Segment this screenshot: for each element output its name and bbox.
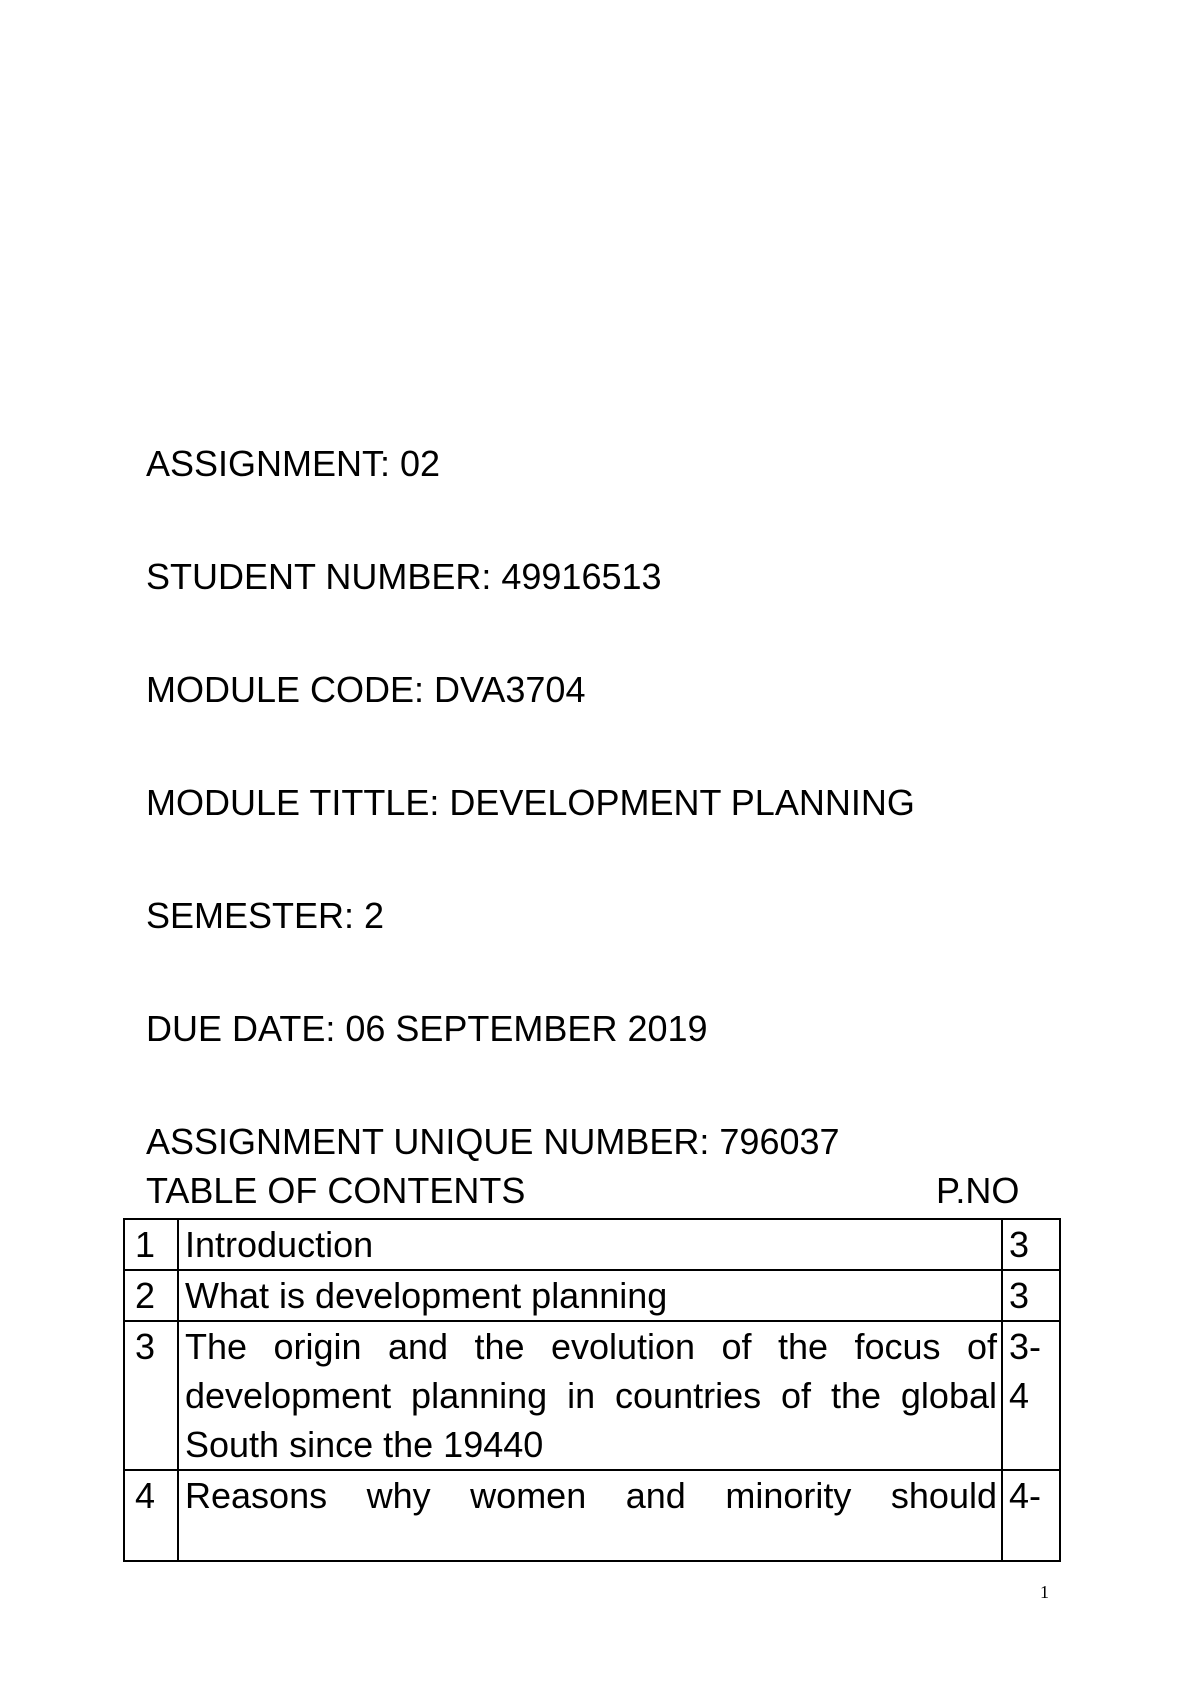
table-of-contents: [123, 1218, 1061, 1562]
assignment-line: ASSIGNMENT: 02: [146, 443, 441, 484]
table-row: [124, 1270, 1060, 1321]
toc-row-title: Reasons why women and minority should: [178, 1470, 1002, 1561]
toc-row-number: 1: [124, 1219, 178, 1270]
toc-row-page: 3: [1002, 1270, 1060, 1321]
toc-row-title: The origin and the evolution of the focus of development planning in countries of the global South since the 19440: [178, 1321, 1002, 1470]
table-row: [124, 1470, 1060, 1561]
table-row: [124, 1219, 1060, 1270]
module-title-line: MODULE TITTLE: DEVELOPMENT PLANNING: [146, 782, 915, 823]
toc-row-number: 4: [124, 1470, 178, 1561]
toc-row-title: What is development planning: [178, 1270, 1002, 1321]
due-date-line: DUE DATE: 06 SEPTEMBER 2019: [146, 1008, 708, 1049]
toc-row-page: 3-4: [1002, 1321, 1060, 1470]
toc-row-number: 2: [124, 1270, 178, 1321]
toc-row-page: 4-: [1002, 1470, 1060, 1561]
page-number: 1: [1040, 1582, 1049, 1602]
toc-row-number: 3: [124, 1321, 178, 1470]
table-row: [124, 1321, 1060, 1470]
toc-heading: TABLE OF CONTENTS: [146, 1170, 526, 1211]
unique-number-line: ASSIGNMENT UNIQUE NUMBER: 796037: [146, 1121, 840, 1162]
semester-line: SEMESTER: 2: [146, 895, 385, 936]
module-code-line: MODULE CODE: DVA3704: [146, 669, 586, 710]
toc-heading-row: [146, 1170, 1026, 1212]
toc-page-column-heading: P.NO: [936, 1170, 1020, 1211]
student-number-line: STUDENT NUMBER: 49916513: [146, 556, 662, 597]
toc-row-page: 3: [1002, 1219, 1060, 1270]
toc-row-title: Introduction: [178, 1219, 1002, 1270]
